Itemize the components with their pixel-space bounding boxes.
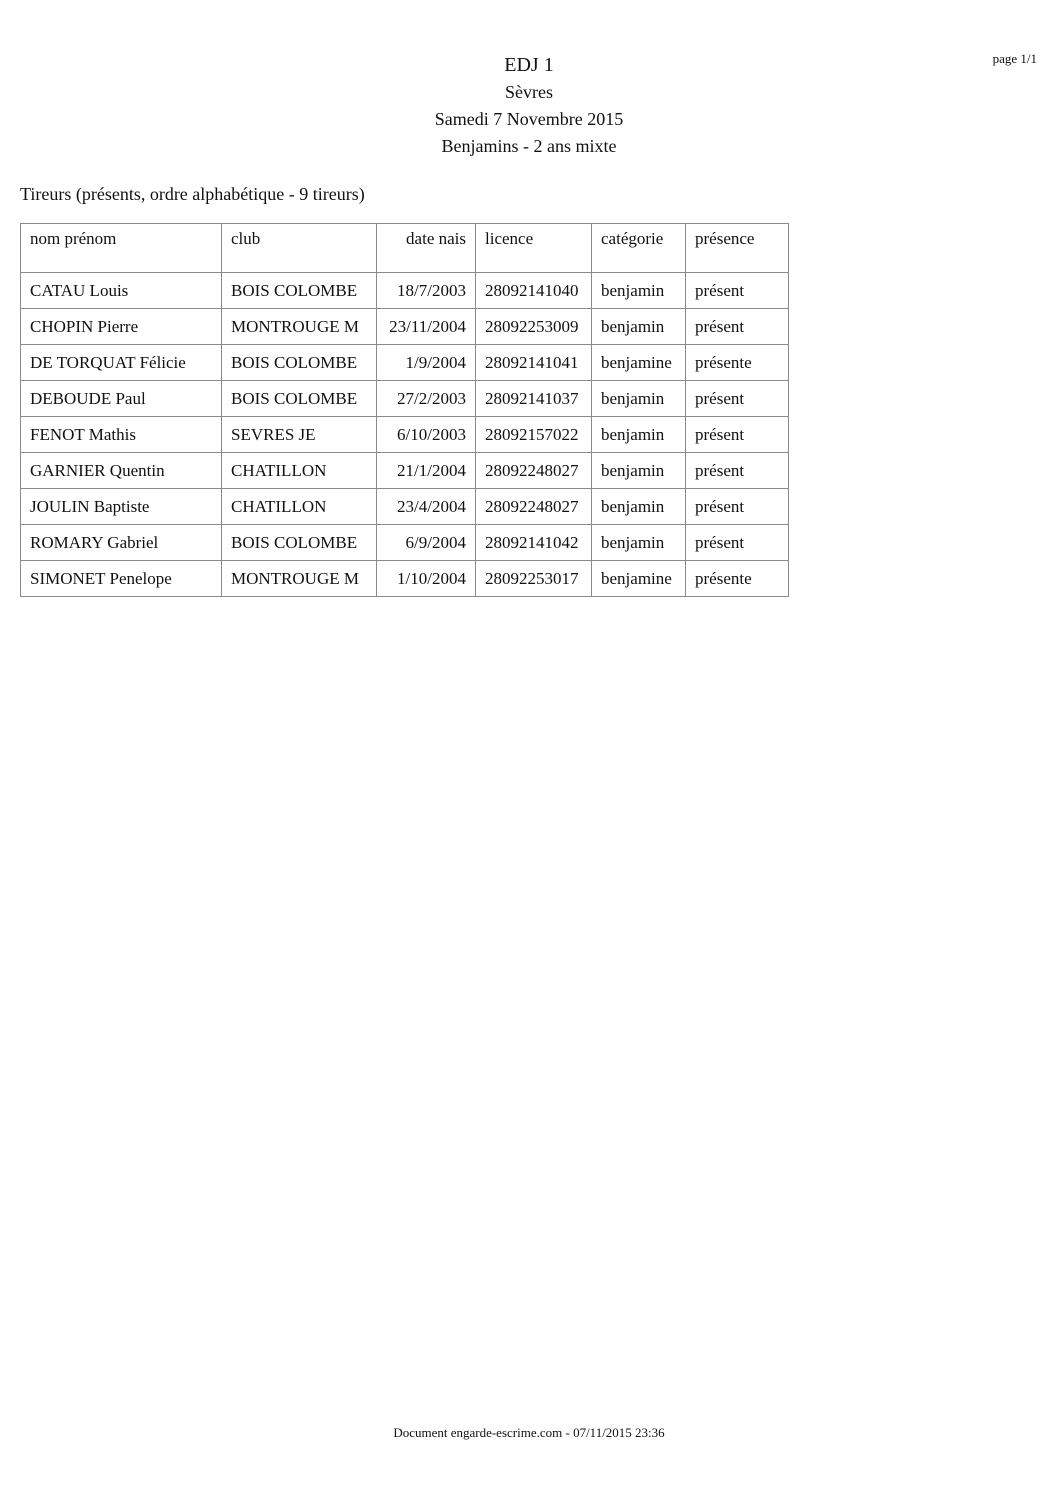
cell-license: 28092248027	[476, 453, 592, 489]
cell-category: benjamine	[592, 345, 686, 381]
cell-birthdate: 23/11/2004	[377, 309, 476, 345]
cell-category: benjamine	[592, 561, 686, 597]
cell-name: JOULIN Baptiste	[21, 489, 222, 525]
cell-club: MONTROUGE M	[222, 561, 377, 597]
column-header-name: nom prénom	[21, 224, 222, 273]
column-header-birthdate: date nais	[377, 224, 476, 273]
cell-presence: présent	[686, 417, 789, 453]
cell-club: BOIS COLOMBE	[222, 381, 377, 417]
cell-license: 28092248027	[476, 489, 592, 525]
table-row	[21, 453, 789, 489]
cell-category: benjamin	[592, 273, 686, 309]
section-title: Tireurs (présents, ordre alphabétique - 9 tireurs)	[20, 184, 365, 204]
cell-license: 28092253017	[476, 561, 592, 597]
cell-name: FENOT Mathis	[21, 417, 222, 453]
table-row	[21, 273, 789, 309]
page-number: page 1/1	[992, 51, 1037, 66]
cell-name: CHOPIN Pierre	[21, 309, 222, 345]
cell-category: benjamin	[592, 489, 686, 525]
cell-license: 28092157022	[476, 417, 592, 453]
table-body	[21, 273, 789, 597]
cell-birthdate: 1/10/2004	[377, 561, 476, 597]
cell-license: 28092141037	[476, 381, 592, 417]
cell-name: DEBOUDE Paul	[21, 381, 222, 417]
table-row	[21, 525, 789, 561]
competition-location: Sèvres	[505, 82, 553, 102]
document-footer: Document engarde-escrime.com - 07/11/2015 23:36	[393, 1425, 665, 1440]
column-header-club: club	[222, 224, 377, 273]
table-row	[21, 489, 789, 525]
cell-name: SIMONET Penelope	[21, 561, 222, 597]
cell-birthdate: 6/9/2004	[377, 525, 476, 561]
table-header-row	[21, 224, 789, 273]
cell-license: 28092253009	[476, 309, 592, 345]
competition-title: EDJ 1	[504, 54, 554, 76]
cell-club: SEVRES JE	[222, 417, 377, 453]
competition-date: Samedi 7 Novembre 2015	[434, 109, 624, 129]
cell-presence: présente	[686, 345, 789, 381]
cell-birthdate: 21/1/2004	[377, 453, 476, 489]
cell-birthdate: 23/4/2004	[377, 489, 476, 525]
column-header-presence: présence	[686, 224, 789, 273]
cell-name: GARNIER Quentin	[21, 453, 222, 489]
fencers-table	[20, 223, 789, 597]
cell-presence: présent	[686, 489, 789, 525]
table-row	[21, 381, 789, 417]
table-row	[21, 561, 789, 597]
cell-presence: présent	[686, 273, 789, 309]
cell-name: CATAU Louis	[21, 273, 222, 309]
table-row	[21, 309, 789, 345]
cell-presence: présent	[686, 381, 789, 417]
cell-category: benjamin	[592, 453, 686, 489]
cell-license: 28092141042	[476, 525, 592, 561]
cell-license: 28092141041	[476, 345, 592, 381]
cell-club: BOIS COLOMBE	[222, 273, 377, 309]
cell-category: benjamin	[592, 381, 686, 417]
column-header-category: catégorie	[592, 224, 686, 273]
competition-category: Benjamins - 2 ans mixte	[441, 136, 617, 156]
cell-birthdate: 18/7/2003	[377, 273, 476, 309]
cell-category: benjamin	[592, 417, 686, 453]
cell-presence: présent	[686, 453, 789, 489]
cell-birthdate: 27/2/2003	[377, 381, 476, 417]
cell-club: BOIS COLOMBE	[222, 345, 377, 381]
cell-category: benjamin	[592, 309, 686, 345]
cell-birthdate: 1/9/2004	[377, 345, 476, 381]
cell-presence: présente	[686, 561, 789, 597]
cell-club: CHATILLON	[222, 453, 377, 489]
cell-club: MONTROUGE M	[222, 309, 377, 345]
table-row	[21, 417, 789, 453]
cell-name: ROMARY Gabriel	[21, 525, 222, 561]
cell-presence: présent	[686, 309, 789, 345]
cell-club: BOIS COLOMBE	[222, 525, 377, 561]
cell-club: CHATILLON	[222, 489, 377, 525]
cell-license: 28092141040	[476, 273, 592, 309]
cell-name: DE TORQUAT Félicie	[21, 345, 222, 381]
cell-category: benjamin	[592, 525, 686, 561]
column-header-license: licence	[476, 224, 592, 273]
cell-birthdate: 6/10/2003	[377, 417, 476, 453]
table-row	[21, 345, 789, 381]
document-header	[0, 52, 1058, 160]
cell-presence: présent	[686, 525, 789, 561]
